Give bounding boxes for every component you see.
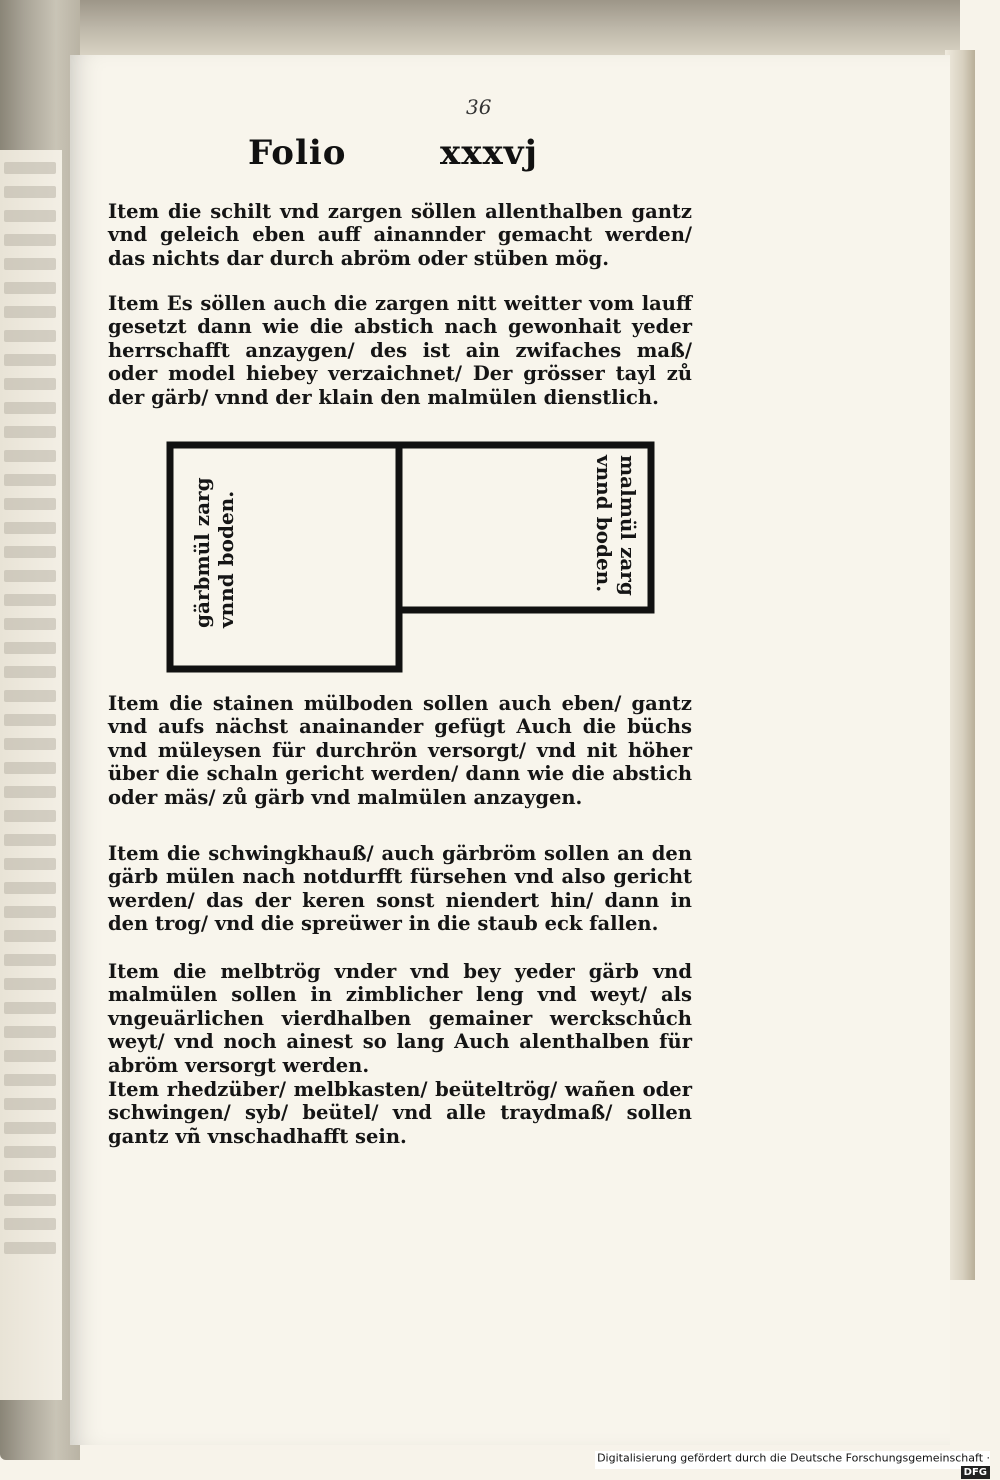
- book-top-edge: [80, 0, 960, 60]
- footer-text: Digitalisierung gefördert durch die Deutsche Forschungsgemeinschaft ·: [597, 1451, 990, 1465]
- running-head-number: xxxvj: [440, 133, 538, 173]
- paragraph: Item die stainen mülboden sollen auch eben/ gantz vnd aufs nächst anainander gefügt Auch die büchs vnd müleysen für durchrön versorgt/ vnd nit höher über die schaln gericht werden/ dann wie die abstich oder mäs/ zů gärb vnd malmülen anzaygen.: [108, 692, 692, 809]
- manuscript-page-number: 36: [466, 95, 492, 119]
- diagram-label-mal-line1: malmül zarg: [616, 455, 640, 596]
- paragraph: Item die schwingkhauß/ auch gärbröm sollen an den gärb mülen nach notdurfft fürsehen vnd also gericht werden/ das der keren sonst niendert hin/ dann in den trog/ vnd die spreüwer in die staub eck fallen.: [108, 842, 692, 936]
- digitization-footer: [595, 1451, 990, 1478]
- running-head: [248, 133, 548, 173]
- diagram-label-garb-line2: vnnd boden.: [214, 490, 238, 628]
- paragraph: Item Es söllen auch die zargen nitt weitter vom lauff gesetzt dann wie die abstich nach gewonhait yeder herrschafft anzaygen/ des ist ain zwifaches maß/ oder model hiebey verzaichnet/ Der grösser tayl zů der gärb/ vnnd der klain den malmülen dienstlich.: [108, 292, 692, 409]
- running-head-folio: Folio: [248, 133, 347, 173]
- previous-page-strip: [0, 150, 62, 1400]
- diagram-label-mal-line2: vnnd boden.: [592, 455, 616, 593]
- dfg-logo: DFG: [961, 1466, 990, 1479]
- diagram-label-mal: [560, 455, 640, 595]
- paragraph: Item die schilt vnd zargen söllen allenthalben gantz vnd geleich eben auff ainannder gemacht werden/ das nichts dar durch abröm oder stüben mög.: [108, 200, 692, 270]
- diagram-label-garb: [190, 478, 350, 628]
- paragraph: Item die melbtrög vnder vnd bey yeder gärb vnd malmülen sollen in zimblicher leng vnd weyt/ als vngeuärlichen vierdhalben gemainer werckschůch weyt/ vnd noch ainest so lang Auch alenthalben für abröm versorgt werden.: [108, 960, 692, 1077]
- paragraph: Item rhedzüber/ melbkasten/ beüteltrög/ wañen oder schwingen/ syb/ beütel/ vnd alle traydmaß/ sollen gantz vñ vnschadhafft sein.: [108, 1078, 692, 1148]
- diagram-label-garb-line1: gärbmül zarg: [190, 477, 214, 628]
